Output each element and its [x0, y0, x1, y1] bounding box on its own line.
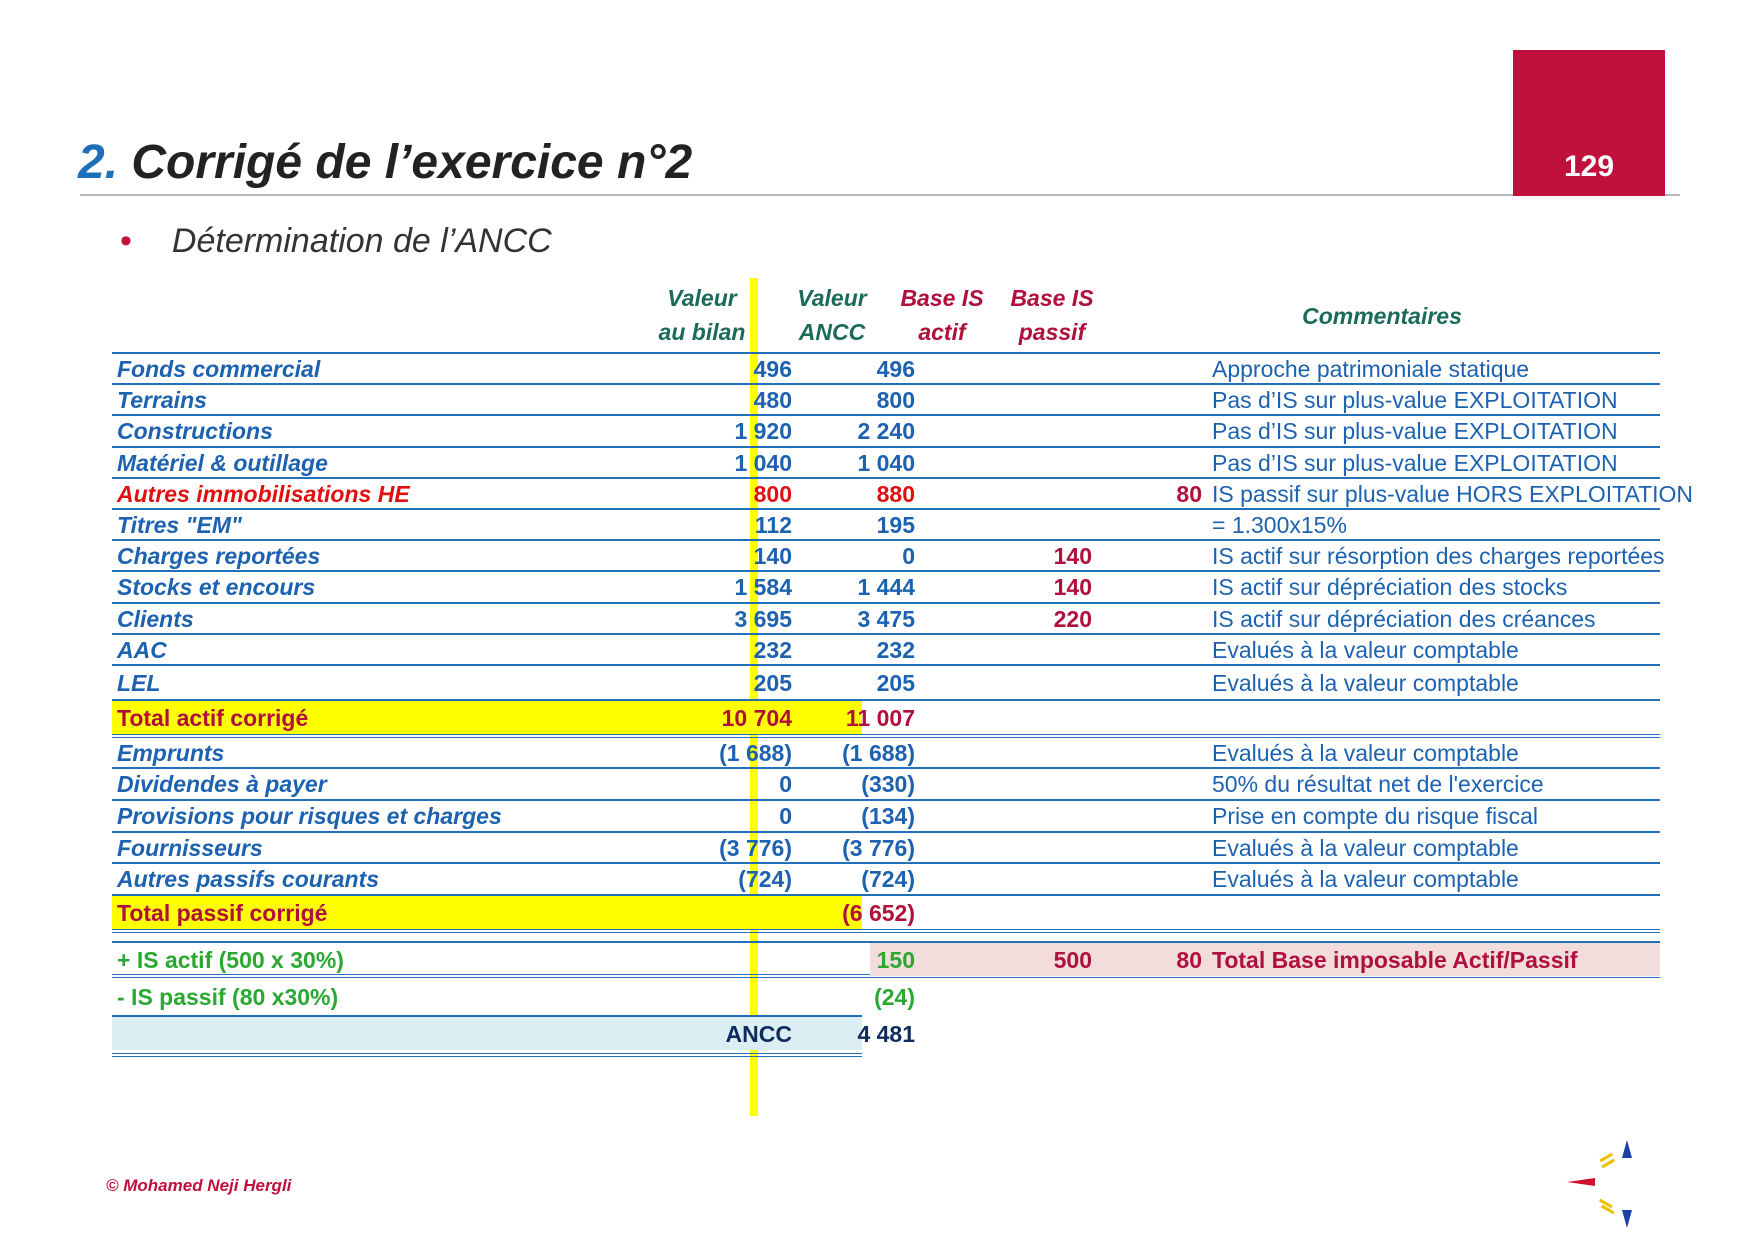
- header-valeur-bilan-1: Valeur: [667, 285, 737, 311]
- actif-rows: [112, 354, 1694, 701]
- row-comment: IS actif sur résorption des charges reportées: [1212, 543, 1665, 570]
- row-valeur-ancc: 195: [876, 511, 915, 538]
- table-row: [112, 510, 1660, 541]
- row-comment: IS passif sur plus-value HORS EXPLOITATION: [1212, 480, 1694, 507]
- header-base-actif-2: actif: [918, 319, 966, 345]
- row-valeur-bilan: 205: [753, 669, 792, 696]
- row-valeur-ancc: 880: [876, 480, 915, 507]
- row-valeur-ancc: 205: [876, 669, 915, 696]
- row-valeur-bilan: (724): [738, 866, 792, 893]
- row-base-actif: [952, 635, 1092, 666]
- row-base-passif: [1092, 635, 1202, 666]
- row-comment: Prise en compte du risque fiscal: [1212, 803, 1538, 830]
- table-row: [112, 833, 1660, 865]
- row-base-passif: [1092, 604, 1202, 635]
- row-base-passif: [1092, 448, 1202, 479]
- row-valeur-ancc: 1 444: [857, 574, 915, 601]
- is-actif-row: [112, 941, 1660, 978]
- row-comment: IS actif sur dépréciation des stocks: [1212, 574, 1568, 601]
- table-row: [112, 354, 1660, 385]
- row-valeur-bilan: 1 040: [734, 449, 792, 476]
- ancc-table: [112, 280, 1694, 1057]
- is-passif-label: - IS passif (80 x30%): [117, 983, 339, 1010]
- row-base-passif: [1092, 385, 1202, 416]
- row-label: Charges reportées: [117, 543, 321, 570]
- ancc-rule: [112, 1053, 862, 1057]
- row-base-actif: [952, 479, 1092, 510]
- row-valeur-ancc: 496: [876, 356, 915, 382]
- row-label: Clients: [117, 605, 194, 632]
- total-actif-label: Total actif corrigé: [117, 704, 309, 731]
- is-actif-ancc: 150: [876, 946, 915, 973]
- ancc-label: ANCC: [725, 1020, 792, 1047]
- table-row: [112, 769, 1660, 801]
- is-passif-row: [112, 978, 1660, 1015]
- row-base-actif: [952, 510, 1092, 541]
- row-valeur-bilan: 232: [753, 636, 792, 663]
- row-valeur-ancc: 232: [876, 636, 915, 663]
- header-commentaires: Commentaires: [1302, 303, 1462, 329]
- row-base-actif: 140: [1053, 543, 1092, 570]
- row-valeur-ancc: (3 776): [842, 834, 915, 861]
- row-valeur-bilan: 140: [753, 543, 792, 570]
- row-valeur-bilan: 1 584: [734, 574, 792, 601]
- total-passif-label: Total passif corrigé: [117, 899, 328, 926]
- row-valeur-bilan: 112: [754, 511, 792, 538]
- row-valeur-bilan: 800: [753, 480, 792, 507]
- row-valeur-ancc: 2 240: [857, 418, 915, 445]
- slide-title: [78, 135, 692, 190]
- row-base-passif: [1092, 572, 1202, 603]
- passif-rows: [112, 738, 1660, 896]
- is-passif-ancc: (24): [874, 983, 915, 1010]
- row-base-passif: [1092, 510, 1202, 541]
- row-comment: = 1.300x15%: [1212, 511, 1347, 538]
- row-base-passif: [1092, 416, 1202, 447]
- ancc-value: 4 481: [857, 1020, 915, 1047]
- header-valeur-ancc-2: ANCC: [798, 319, 866, 345]
- ancc-row: [112, 1017, 1660, 1053]
- row-label: Emprunts: [117, 739, 225, 766]
- row-valeur-bilan: 480: [753, 387, 792, 414]
- row-label: Matériel & outillage: [117, 449, 328, 476]
- table-header: [112, 280, 1660, 352]
- table-row: [112, 864, 1660, 896]
- row-valeur-ancc: (134): [861, 803, 915, 830]
- row-base-passif: [1092, 354, 1202, 385]
- total-actif-bilan: 10 704: [721, 704, 792, 731]
- row-comment: Evalués à la valeur comptable: [1212, 636, 1519, 663]
- row-comment: Evalués à la valeur comptable: [1212, 866, 1519, 893]
- total-passif-ancc: (6 652): [842, 899, 915, 926]
- header-valeur-bilan-2: au bilan: [658, 319, 746, 345]
- page-number: 129: [1563, 150, 1615, 183]
- row-label: Terrains: [117, 387, 207, 414]
- row-label: Stocks et encours: [117, 574, 316, 601]
- row-base-actif: 220: [1053, 605, 1092, 632]
- total-passif-row: [112, 896, 1660, 933]
- row-comment: Pas d’IS sur plus-value EXPLOITATION: [1212, 449, 1618, 476]
- row-label: LEL: [117, 669, 161, 696]
- row-valeur-bilan: (3 776): [719, 834, 792, 861]
- row-valeur-bilan: 3 695: [734, 605, 792, 632]
- total-actif-row: [112, 701, 1660, 738]
- total-actif-ancc: 11 007: [845, 704, 915, 731]
- row-valeur-ancc: (724): [861, 866, 915, 893]
- row-valeur-bilan: 496: [753, 356, 792, 382]
- row-label: Autres immobilisations HE: [117, 480, 410, 507]
- row-label: Fournisseurs: [117, 834, 263, 861]
- bullet-dot-icon: •: [120, 222, 132, 260]
- row-base-actif: 140: [1053, 574, 1092, 601]
- bullet-point: [120, 222, 552, 261]
- is-actif-base-passif: 80: [1176, 946, 1202, 973]
- row-valeur-bilan: (1 688): [719, 739, 792, 766]
- is-actif-comment: Total Base imposable Actif/Passif: [1212, 946, 1578, 973]
- row-valeur-bilan: 0: [779, 803, 792, 830]
- row-label: Autres passifs courants: [117, 866, 380, 893]
- row-valeur-ancc: 0: [902, 543, 915, 570]
- row-comment: 50% du résultat net de l'exercice: [1212, 771, 1544, 798]
- table-row: [112, 801, 1660, 833]
- table-row: [112, 604, 1660, 635]
- row-label: Dividendes à payer: [117, 771, 327, 798]
- table-row: [112, 541, 1665, 572]
- table-row: [112, 572, 1660, 603]
- title-text: Corrigé de l’exercice n°2: [131, 136, 693, 189]
- row-label: Fonds commercial: [117, 356, 321, 382]
- header-valeur-ancc-1: Valeur: [797, 285, 867, 311]
- header-base-passif-2: passif: [1018, 319, 1086, 345]
- bullet-text: Détermination de l’ANCC: [171, 222, 552, 260]
- row-comment: Evalués à la valeur comptable: [1212, 669, 1519, 696]
- row-base-actif: [952, 354, 1092, 385]
- row-base-actif: [952, 385, 1092, 416]
- row-comment: Approche patrimoniale statique: [1212, 356, 1530, 382]
- table-row: [112, 666, 1660, 701]
- header-base-passif-1: Base IS: [1010, 285, 1094, 311]
- row-base-passif: 80: [1176, 480, 1202, 507]
- title-divider: [80, 194, 1680, 196]
- table-row: [112, 385, 1660, 416]
- footer-copyright: © Mohamed Neji Hergli: [106, 1176, 292, 1195]
- row-base-passif: [1092, 666, 1202, 701]
- row-comment: Pas d’IS sur plus-value EXPLOITATION: [1212, 387, 1618, 414]
- table-row: [112, 416, 1660, 447]
- header-base-actif-1: Base IS: [900, 285, 984, 311]
- row-valeur-bilan: 1 920: [734, 418, 792, 445]
- page-number-badge: [1513, 50, 1665, 196]
- row-valeur-ancc: 800: [876, 387, 915, 414]
- row-comment: Evalués à la valeur comptable: [1212, 739, 1519, 766]
- compass-logo-icon: [1565, 1130, 1655, 1230]
- table-row: [112, 738, 1660, 770]
- is-actif-label: + IS actif (500 x 30%): [117, 946, 344, 973]
- row-valeur-ancc: (1 688): [842, 739, 915, 766]
- row-label: Provisions pour risques et charges: [117, 803, 502, 830]
- title-number: 2.: [78, 136, 119, 189]
- row-valeur-ancc: (330): [861, 771, 915, 798]
- row-comment: IS actif sur dépréciation des créances: [1212, 605, 1596, 632]
- row-base-actif: [952, 448, 1092, 479]
- table-row: [112, 479, 1694, 510]
- table-row: [112, 448, 1660, 479]
- row-valeur-ancc: 1 040: [857, 449, 915, 476]
- row-base-actif: [952, 416, 1092, 447]
- row-valeur-bilan: 0: [779, 771, 792, 798]
- row-base-actif: [952, 666, 1092, 701]
- row-label: Constructions: [117, 418, 273, 445]
- row-label: Titres "EM": [117, 511, 242, 538]
- row-base-passif: [1092, 541, 1202, 572]
- row-label: AAC: [117, 636, 167, 663]
- row-valeur-ancc: 3 475: [857, 605, 915, 632]
- table-row: [112, 635, 1660, 666]
- is-actif-base-actif: 500: [1053, 946, 1092, 973]
- row-comment: Pas d’IS sur plus-value EXPLOITATION: [1212, 418, 1618, 445]
- row-comment: Evalués à la valeur comptable: [1212, 834, 1519, 861]
